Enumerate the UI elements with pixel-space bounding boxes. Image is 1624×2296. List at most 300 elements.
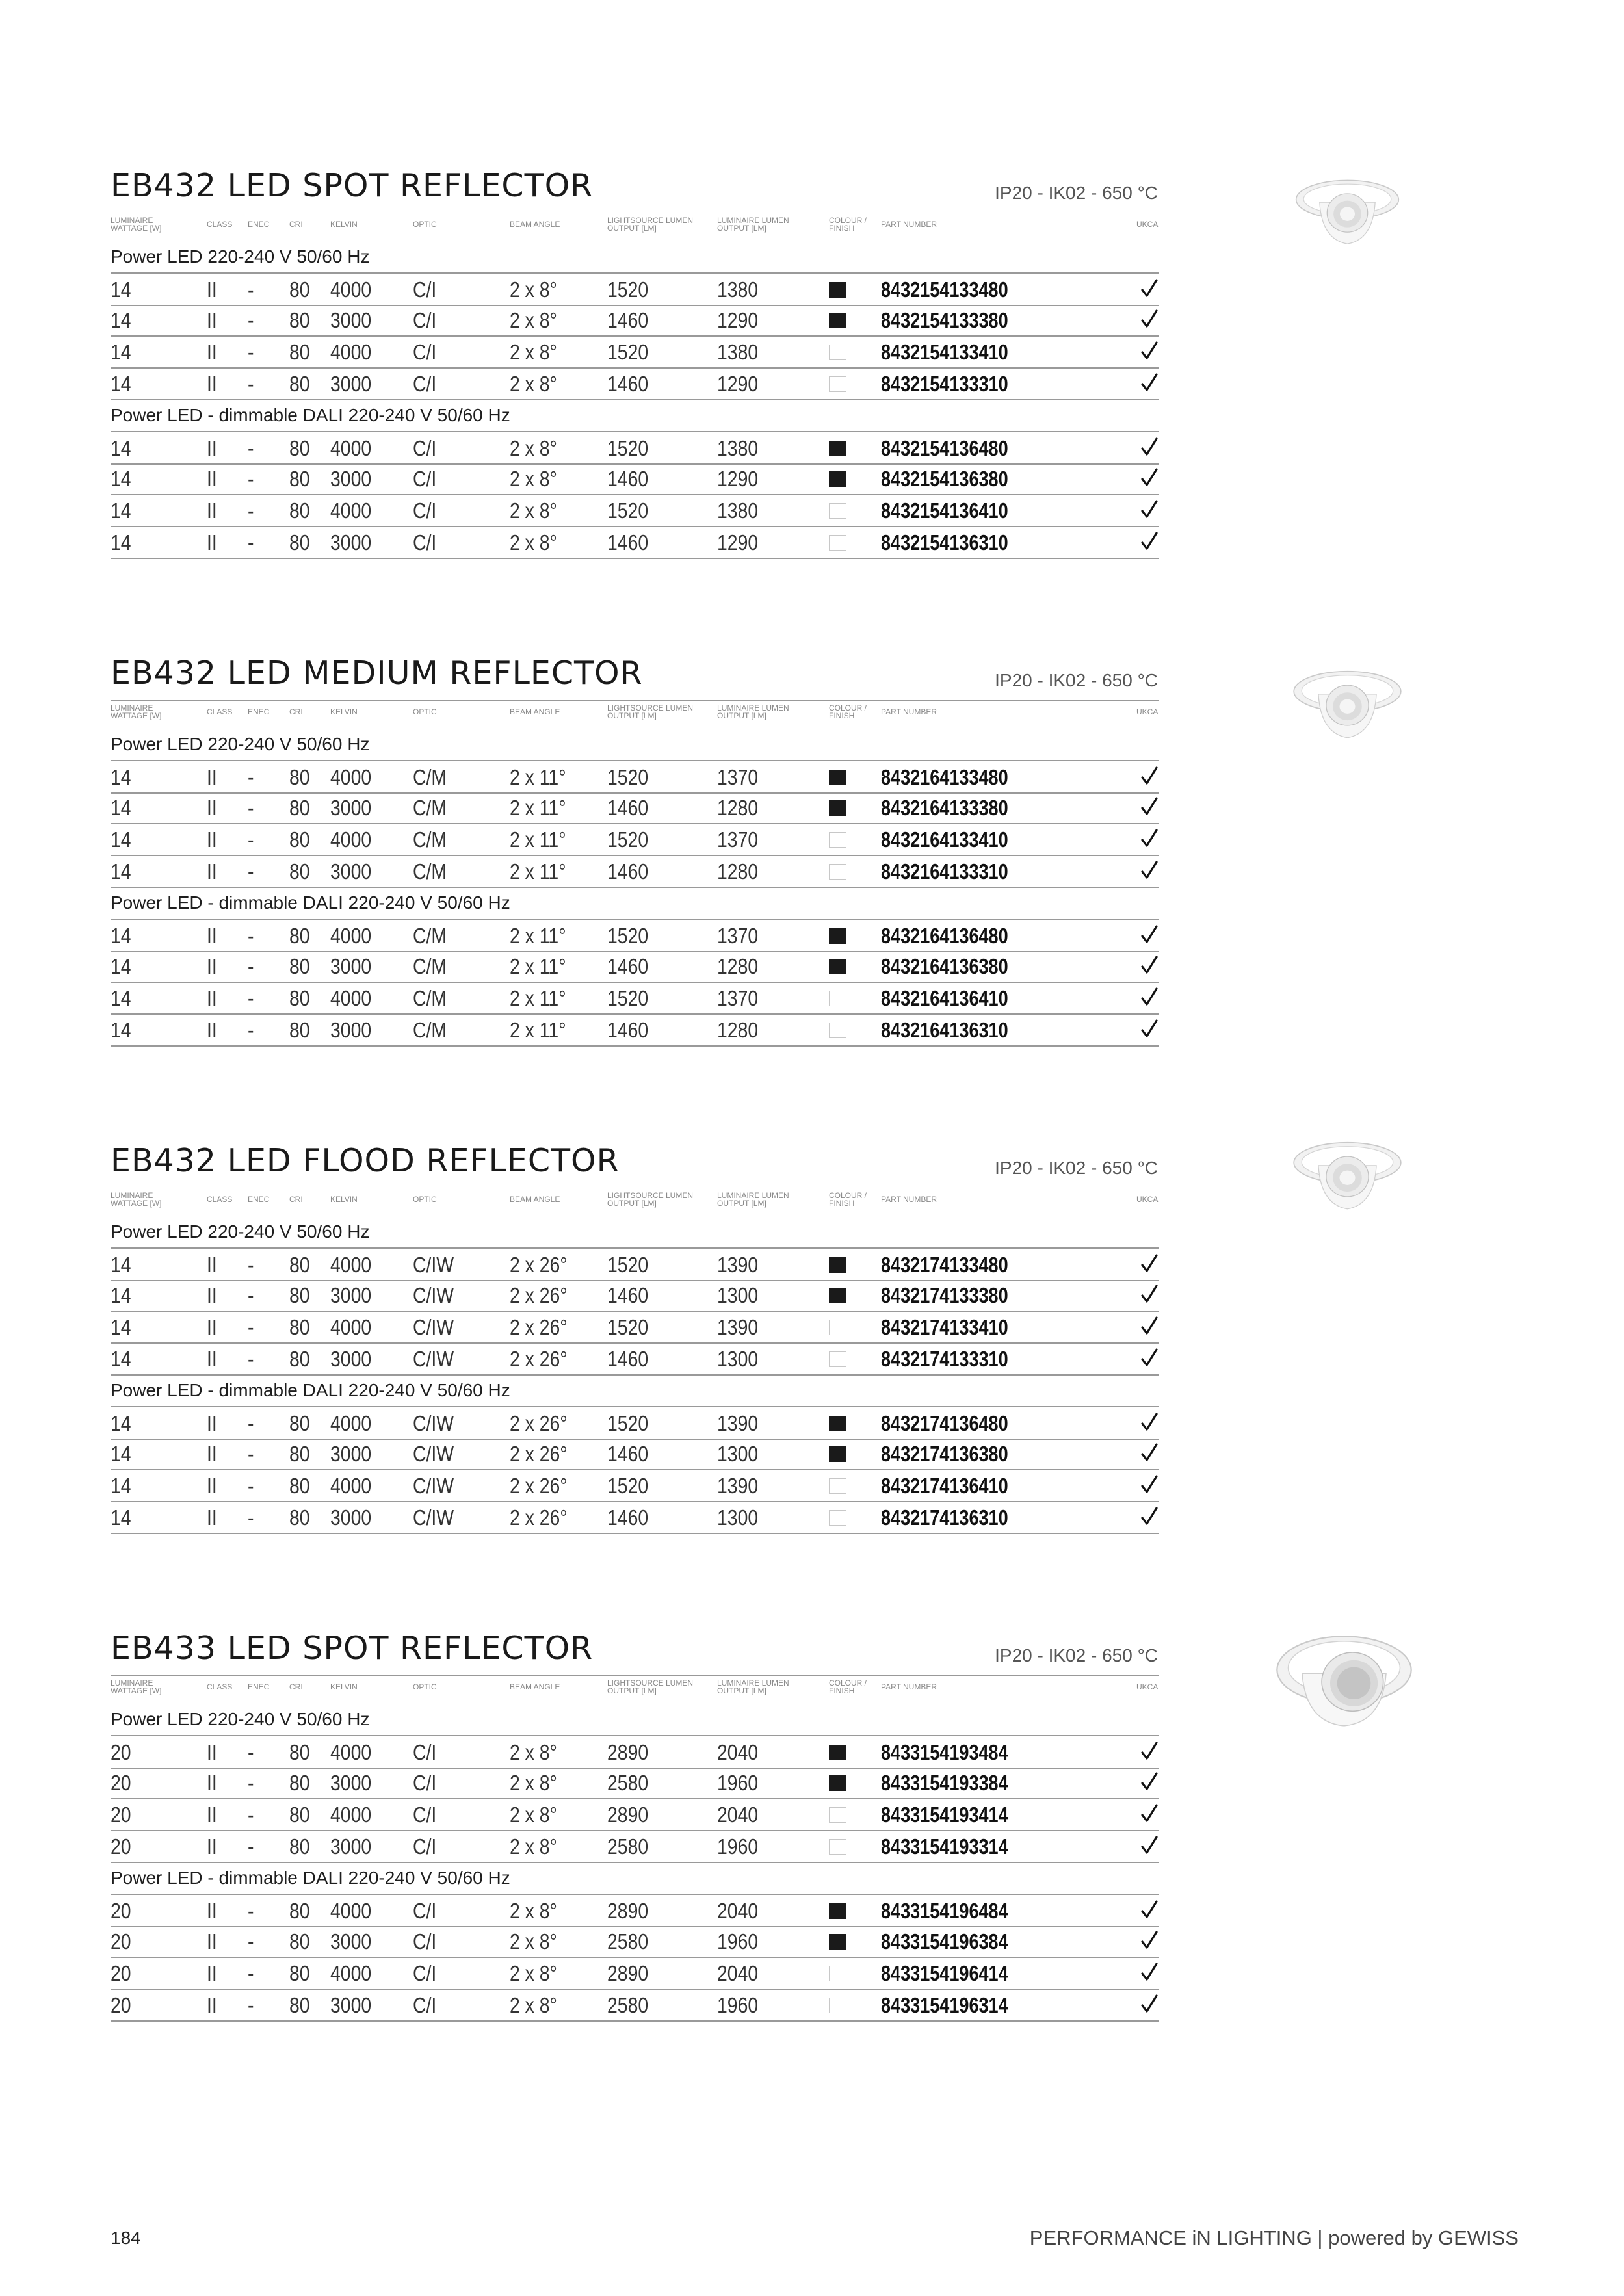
cell-beam: 2 x 8° <box>510 1929 557 1953</box>
column-header-enec: ENEC <box>248 220 270 229</box>
product-image <box>1290 666 1404 744</box>
cell-enec: - <box>248 859 254 883</box>
cell-lum: 1960 <box>717 1993 759 2017</box>
part-number[interactable]: 8433154193384 <box>881 1771 1008 1795</box>
checkmark-icon <box>1140 1474 1159 1496</box>
colour-swatch-black <box>829 1416 846 1431</box>
cell-ls: 1460 <box>607 954 649 978</box>
cell-cls: II <box>207 308 217 332</box>
cell-ls: 2580 <box>607 1834 649 1859</box>
checkmark-icon <box>1140 1993 1159 2015</box>
cell-lum: 2040 <box>717 1961 759 1985</box>
cell-optic: C/M <box>413 796 447 820</box>
cell-cri: 80 <box>289 1347 310 1371</box>
cell-optic: C/M <box>413 924 447 948</box>
cell-ls: 1520 <box>607 278 649 302</box>
column-header-colour: COLOUR / FINISH <box>829 703 867 720</box>
cell-enec: - <box>248 1411 254 1435</box>
cell-enec: - <box>248 1834 254 1859</box>
part-number[interactable]: 8432164133380 <box>881 796 1008 820</box>
cell-lum: 1390 <box>717 1315 759 1339</box>
cell-cls: II <box>207 530 217 554</box>
part-number[interactable]: 8432154136380 <box>881 467 1008 491</box>
product-section <box>0 1142 1624 1602</box>
cell-enec: - <box>248 340 254 364</box>
cell-cls: II <box>207 1771 217 1795</box>
cell-cls: II <box>207 1474 217 1498</box>
cell-ls: 2890 <box>607 1899 649 1923</box>
cell-k: 4000 <box>330 278 372 302</box>
cell-cls: II <box>207 499 217 523</box>
header-divider <box>111 1675 1159 1676</box>
colour-swatch-black <box>829 1903 846 1919</box>
cell-enec: - <box>248 924 254 948</box>
cell-k: 3000 <box>330 1283 372 1307</box>
table-row <box>111 760 1159 794</box>
column-header-optic: OPTIC <box>413 220 437 229</box>
cell-ls: 1460 <box>607 1018 649 1042</box>
product-image <box>1290 176 1404 250</box>
cell-k: 3000 <box>330 1442 372 1466</box>
cell-cri: 80 <box>289 1929 310 1953</box>
cell-cls: II <box>207 1018 217 1042</box>
cell-k: 4000 <box>330 1474 372 1498</box>
part-number[interactable]: 8433154193484 <box>881 1740 1008 1764</box>
checkmark-icon <box>1140 1834 1159 1857</box>
section-rating: IP20 - IK02 - 650 °C <box>995 1158 1158 1178</box>
cell-ls: 2890 <box>607 1740 649 1764</box>
part-number[interactable]: 8432164136480 <box>881 924 1008 948</box>
column-header-wattage: LUMINAIRE WATTAGE [W] <box>111 216 162 233</box>
cell-lum: 1280 <box>717 954 759 978</box>
cell-cri: 80 <box>289 1993 310 2017</box>
cell-cls: II <box>207 924 217 948</box>
table-row <box>111 1406 1159 1440</box>
cell-lum: 1280 <box>717 796 759 820</box>
checkmark-icon <box>1140 340 1159 362</box>
part-number[interactable]: 8432174136480 <box>881 1411 1008 1435</box>
part-number[interactable]: 8433154196314 <box>881 1993 1008 2017</box>
cell-cls: II <box>207 436 217 460</box>
part-number[interactable]: 8432174133410 <box>881 1315 1008 1339</box>
column-header-beam: BEAM ANGLE <box>510 707 560 716</box>
section-rating: IP20 - IK02 - 650 °C <box>995 183 1158 203</box>
cell-k: 3000 <box>330 796 372 820</box>
cell-enec: - <box>248 1474 254 1498</box>
cell-w: 14 <box>111 1347 131 1371</box>
table-row <box>111 1989 1159 2022</box>
part-number[interactable]: 8432164133310 <box>881 859 1008 883</box>
cell-enec: - <box>248 1993 254 2017</box>
table-row <box>111 1343 1159 1376</box>
checkmark-icon <box>1140 372 1159 394</box>
cell-cri: 80 <box>289 467 310 491</box>
column-header-cri: CRI <box>289 1195 303 1204</box>
cell-enec: - <box>248 1771 254 1795</box>
cell-w: 14 <box>111 308 131 332</box>
cell-k: 4000 <box>330 1315 372 1339</box>
part-number[interactable]: 8433154196414 <box>881 1961 1008 1985</box>
cell-optic: C/M <box>413 828 447 852</box>
cell-w: 14 <box>111 1253 131 1277</box>
cell-lum: 1380 <box>717 340 759 364</box>
cell-cri: 80 <box>289 828 310 852</box>
colour-swatch-black <box>829 1934 846 1950</box>
checkmark-icon <box>1140 1740 1159 1762</box>
cell-optic: C/I <box>413 278 437 302</box>
column-header-lum_lumen: LUMINAIRE LUMEN OUTPUT [LM] <box>717 1191 789 1208</box>
cell-enec: - <box>248 436 254 460</box>
cell-beam: 2 x 26° <box>510 1506 568 1530</box>
group-label: Power LED 220-240 V 50/60 Hz <box>111 1709 370 1729</box>
cell-beam: 2 x 8° <box>510 1834 557 1859</box>
column-header-ukca: UKCA <box>1136 220 1159 229</box>
cell-k: 3000 <box>330 530 372 554</box>
cell-lum: 1390 <box>717 1411 759 1435</box>
column-header-beam: BEAM ANGLE <box>510 1682 560 1691</box>
part-number[interactable]: 8432154133310 <box>881 372 1008 396</box>
cell-beam: 2 x 8° <box>510 467 557 491</box>
cell-lum: 1290 <box>717 467 759 491</box>
cell-ls: 2580 <box>607 1929 649 1953</box>
cell-lum: 1300 <box>717 1442 759 1466</box>
cell-beam: 2 x 11° <box>510 765 566 789</box>
checkmark-icon <box>1140 1283 1159 1305</box>
column-header-beam: BEAM ANGLE <box>510 220 560 229</box>
cell-cls: II <box>207 1834 217 1859</box>
part-number[interactable]: 8432154133480 <box>881 278 1008 302</box>
cell-w: 14 <box>111 436 131 460</box>
colour-swatch-white <box>829 1966 846 1981</box>
cell-ls: 2580 <box>607 1771 649 1795</box>
part-number[interactable]: 8432154136310 <box>881 530 1008 554</box>
column-header-colour: COLOUR / FINISH <box>829 216 867 233</box>
checkmark-icon <box>1140 1961 1159 1983</box>
cell-ls: 1520 <box>607 1474 649 1498</box>
table-row <box>111 1279 1159 1312</box>
cell-cri: 80 <box>289 1018 310 1042</box>
column-header-kelvin: KELVIN <box>330 707 358 716</box>
cell-k: 3000 <box>330 1771 372 1795</box>
cell-w: 20 <box>111 1993 131 2017</box>
cell-w: 20 <box>111 1803 131 1827</box>
colour-swatch-black <box>829 928 846 944</box>
cell-lum: 1290 <box>717 530 759 554</box>
cell-cls: II <box>207 828 217 852</box>
checkmark-icon <box>1140 278 1159 300</box>
group-label: Power LED 220-240 V 50/60 Hz <box>111 1221 370 1242</box>
cell-ls: 1460 <box>607 372 649 396</box>
column-header-class: CLASS <box>207 707 233 716</box>
column-header-kelvin: KELVIN <box>330 220 358 229</box>
cell-beam: 2 x 26° <box>510 1283 568 1307</box>
cell-w: 20 <box>111 1834 131 1859</box>
cell-cri: 80 <box>289 1771 310 1795</box>
cell-cls: II <box>207 1283 217 1307</box>
part-number[interactable]: 8432174133380 <box>881 1283 1008 1307</box>
group-label: Power LED - dimmable DALI 220-240 V 50/60 Hz <box>111 405 510 425</box>
cell-enec: - <box>248 954 254 978</box>
table-row <box>111 368 1159 400</box>
cell-cri: 80 <box>289 954 310 978</box>
part-number[interactable]: 8432154136480 <box>881 436 1008 460</box>
part-number[interactable]: 8432164133480 <box>881 765 1008 789</box>
cell-k: 4000 <box>330 1899 372 1923</box>
part-number[interactable]: 8432154136410 <box>881 499 1008 523</box>
table-row <box>111 431 1159 465</box>
part-number[interactable]: 8432174133480 <box>881 1253 1008 1277</box>
part-number[interactable]: 8432164133410 <box>881 828 1008 852</box>
cell-k: 4000 <box>330 340 372 364</box>
cell-beam: 2 x 11° <box>510 859 566 883</box>
cell-cls: II <box>207 1740 217 1764</box>
colour-swatch-white <box>829 991 846 1006</box>
table-row <box>111 1470 1159 1502</box>
checkmark-icon <box>1140 1411 1159 1433</box>
cell-lum: 1290 <box>717 308 759 332</box>
cell-w: 14 <box>111 828 131 852</box>
checkmark-icon <box>1140 765 1159 787</box>
column-header-optic: OPTIC <box>413 707 437 716</box>
part-number[interactable]: 8433154193314 <box>881 1834 1008 1859</box>
cell-lum: 1370 <box>717 986 759 1010</box>
cell-k: 3000 <box>330 1506 372 1530</box>
table-row <box>111 982 1159 1015</box>
cell-k: 3000 <box>330 859 372 883</box>
table-row <box>111 304 1159 337</box>
colour-swatch-black <box>829 1288 846 1303</box>
cell-optic: C/I <box>413 1771 437 1795</box>
cell-optic: C/I <box>413 1993 437 2017</box>
cell-ls: 2580 <box>607 1993 649 2017</box>
cell-w: 20 <box>111 1771 131 1795</box>
part-number[interactable]: 8433154193414 <box>881 1803 1008 1827</box>
checkmark-icon <box>1140 308 1159 330</box>
column-header-cri: CRI <box>289 1682 303 1691</box>
column-header-ukca: UKCA <box>1136 1682 1159 1691</box>
cell-beam: 2 x 26° <box>510 1315 568 1339</box>
cell-w: 14 <box>111 340 131 364</box>
cell-optic: C/I <box>413 308 437 332</box>
cell-ls: 1520 <box>607 828 649 852</box>
cell-ls: 1520 <box>607 1315 649 1339</box>
cell-cls: II <box>207 1961 217 1985</box>
cell-cls: II <box>207 954 217 978</box>
colour-swatch-black <box>829 1257 846 1273</box>
table-row <box>111 855 1159 888</box>
cell-optic: C/I <box>413 530 437 554</box>
group-label: Power LED - dimmable DALI 220-240 V 50/60 Hz <box>111 1380 510 1400</box>
cell-lum: 1960 <box>717 1929 759 1953</box>
colour-swatch-white <box>829 345 846 360</box>
table-row <box>111 1247 1159 1281</box>
part-number[interactable]: 8432154133380 <box>881 308 1008 332</box>
column-header-cri: CRI <box>289 220 303 229</box>
cell-optic: C/IW <box>413 1315 454 1339</box>
part-number[interactable]: 8432174133310 <box>881 1347 1008 1371</box>
checkmark-icon <box>1140 1018 1159 1040</box>
cell-ls: 1460 <box>607 1442 649 1466</box>
colour-swatch-black <box>829 1446 846 1462</box>
column-header-lum_lumen: LUMINAIRE LUMEN OUTPUT [LM] <box>717 1678 789 1695</box>
cell-enec: - <box>248 467 254 491</box>
table-row <box>111 1767 1159 1799</box>
cell-cri: 80 <box>289 530 310 554</box>
cell-enec: - <box>248 1506 254 1530</box>
table-row <box>111 824 1159 856</box>
cell-optic: C/I <box>413 499 437 523</box>
column-header-kelvin: KELVIN <box>330 1682 358 1691</box>
cell-lum: 1370 <box>717 765 759 789</box>
column-header-beam: BEAM ANGLE <box>510 1195 560 1204</box>
column-header-ukca: UKCA <box>1136 707 1159 716</box>
cell-cri: 80 <box>289 278 310 302</box>
cell-beam: 2 x 8° <box>510 1740 557 1764</box>
cell-k: 3000 <box>330 467 372 491</box>
cell-optic: C/IW <box>413 1474 454 1498</box>
cell-k: 3000 <box>330 1993 372 2017</box>
cell-cri: 80 <box>289 859 310 883</box>
checkmark-icon <box>1140 828 1159 850</box>
part-number[interactable]: 8432174136310 <box>881 1506 1008 1530</box>
cell-enec: - <box>248 1929 254 1953</box>
cell-cls: II <box>207 467 217 491</box>
cell-cri: 80 <box>289 986 310 1010</box>
cell-beam: 2 x 8° <box>510 436 557 460</box>
checkmark-icon <box>1140 530 1159 553</box>
part-number[interactable]: 8432174136380 <box>881 1442 1008 1466</box>
product-image <box>1290 1138 1404 1216</box>
cell-w: 20 <box>111 1740 131 1764</box>
cell-optic: C/IW <box>413 1411 454 1435</box>
checkmark-icon <box>1140 859 1159 881</box>
part-number[interactable]: 8433154196484 <box>881 1899 1008 1923</box>
cell-cls: II <box>207 1929 217 1953</box>
column-header-part: PART NUMBER <box>881 220 937 229</box>
cell-beam: 2 x 8° <box>510 1803 557 1827</box>
table-row <box>111 336 1159 369</box>
cell-optic: C/I <box>413 1961 437 1985</box>
cell-cls: II <box>207 340 217 364</box>
cell-lum: 1960 <box>717 1834 759 1859</box>
cell-ls: 1460 <box>607 796 649 820</box>
cell-cri: 80 <box>289 340 310 364</box>
cell-ls: 1520 <box>607 1411 649 1435</box>
colour-swatch-white <box>829 832 846 848</box>
cell-cls: II <box>207 372 217 396</box>
cell-ls: 1520 <box>607 986 649 1010</box>
section-title: EB432 LED MEDIUM REFLECTOR <box>111 655 643 692</box>
colour-swatch-black <box>829 313 846 328</box>
cell-optic: C/I <box>413 436 437 460</box>
cell-optic: C/I <box>413 372 437 396</box>
cell-k: 4000 <box>330 924 372 948</box>
column-header-lum_lumen: LUMINAIRE LUMEN OUTPUT [LM] <box>717 703 789 720</box>
cell-cls: II <box>207 1442 217 1466</box>
group-label: Power LED - dimmable DALI 220-240 V 50/60 Hz <box>111 893 510 913</box>
cell-k: 4000 <box>330 828 372 852</box>
cell-enec: - <box>248 1253 254 1277</box>
cell-lum: 1390 <box>717 1474 759 1498</box>
cell-w: 14 <box>111 1411 131 1435</box>
cell-beam: 2 x 26° <box>510 1411 568 1435</box>
cell-ls: 1460 <box>607 1283 649 1307</box>
cell-enec: - <box>248 765 254 789</box>
cell-cls: II <box>207 1253 217 1277</box>
cell-cri: 80 <box>289 1315 310 1339</box>
table-row <box>111 1014 1159 1047</box>
cell-k: 3000 <box>330 372 372 396</box>
cell-w: 20 <box>111 1961 131 1985</box>
cell-optic: C/I <box>413 1803 437 1827</box>
cell-k: 3000 <box>330 1929 372 1953</box>
group-label: Power LED 220-240 V 50/60 Hz <box>111 734 370 754</box>
table-row <box>111 1894 1159 1927</box>
colour-swatch-black <box>829 471 846 487</box>
part-number[interactable]: 8432154133410 <box>881 340 1008 364</box>
colour-swatch-white <box>829 1807 846 1823</box>
cell-k: 3000 <box>330 954 372 978</box>
cell-beam: 2 x 8° <box>510 308 557 332</box>
part-number[interactable]: 8432174136410 <box>881 1474 1008 1498</box>
cell-cri: 80 <box>289 1442 310 1466</box>
table-row <box>111 272 1159 306</box>
table-row <box>111 1925 1159 1958</box>
cell-w: 20 <box>111 1929 131 1953</box>
column-header-ls_lumen: LIGHTSOURCE LUMEN OUTPUT [LM] <box>607 1191 694 1208</box>
cell-k: 3000 <box>330 308 372 332</box>
cell-optic: C/I <box>413 1740 437 1764</box>
cell-ls: 1460 <box>607 308 649 332</box>
cell-w: 14 <box>111 467 131 491</box>
section-title: EB433 LED SPOT REFLECTOR <box>111 1630 594 1667</box>
cell-enec: - <box>248 499 254 523</box>
cell-cls: II <box>207 1899 217 1923</box>
colour-swatch-white <box>829 503 846 519</box>
cell-w: 14 <box>111 1474 131 1498</box>
cell-optic: C/IW <box>413 1506 454 1530</box>
checkmark-icon <box>1140 499 1159 521</box>
cell-cls: II <box>207 986 217 1010</box>
part-number[interactable]: 8432164136310 <box>881 1018 1008 1042</box>
section-rating: IP20 - IK02 - 650 °C <box>995 1645 1158 1665</box>
colour-swatch-white <box>829 1351 846 1367</box>
cell-k: 3000 <box>330 1347 372 1371</box>
table-row <box>111 792 1159 824</box>
cell-w: 14 <box>111 278 131 302</box>
part-number[interactable]: 8432164136410 <box>881 986 1008 1010</box>
cell-w: 14 <box>111 499 131 523</box>
column-header-part: PART NUMBER <box>881 1682 937 1691</box>
column-header-kelvin: KELVIN <box>330 1195 358 1204</box>
part-number[interactable]: 8432164136380 <box>881 954 1008 978</box>
cell-enec: - <box>248 1803 254 1827</box>
cell-optic: C/IW <box>413 1442 454 1466</box>
checkmark-icon <box>1140 1315 1159 1337</box>
cell-enec: - <box>248 1899 254 1923</box>
part-number[interactable]: 8433154196384 <box>881 1929 1008 1953</box>
cell-cri: 80 <box>289 372 310 396</box>
cell-cri: 80 <box>289 308 310 332</box>
colour-swatch-black <box>829 959 846 974</box>
cell-cls: II <box>207 1347 217 1371</box>
cell-w: 14 <box>111 986 131 1010</box>
cell-lum: 1280 <box>717 1018 759 1042</box>
colour-swatch-white <box>829 1320 846 1335</box>
column-header-class: CLASS <box>207 1682 233 1691</box>
cell-w: 14 <box>111 859 131 883</box>
checkmark-icon <box>1140 1929 1159 1951</box>
